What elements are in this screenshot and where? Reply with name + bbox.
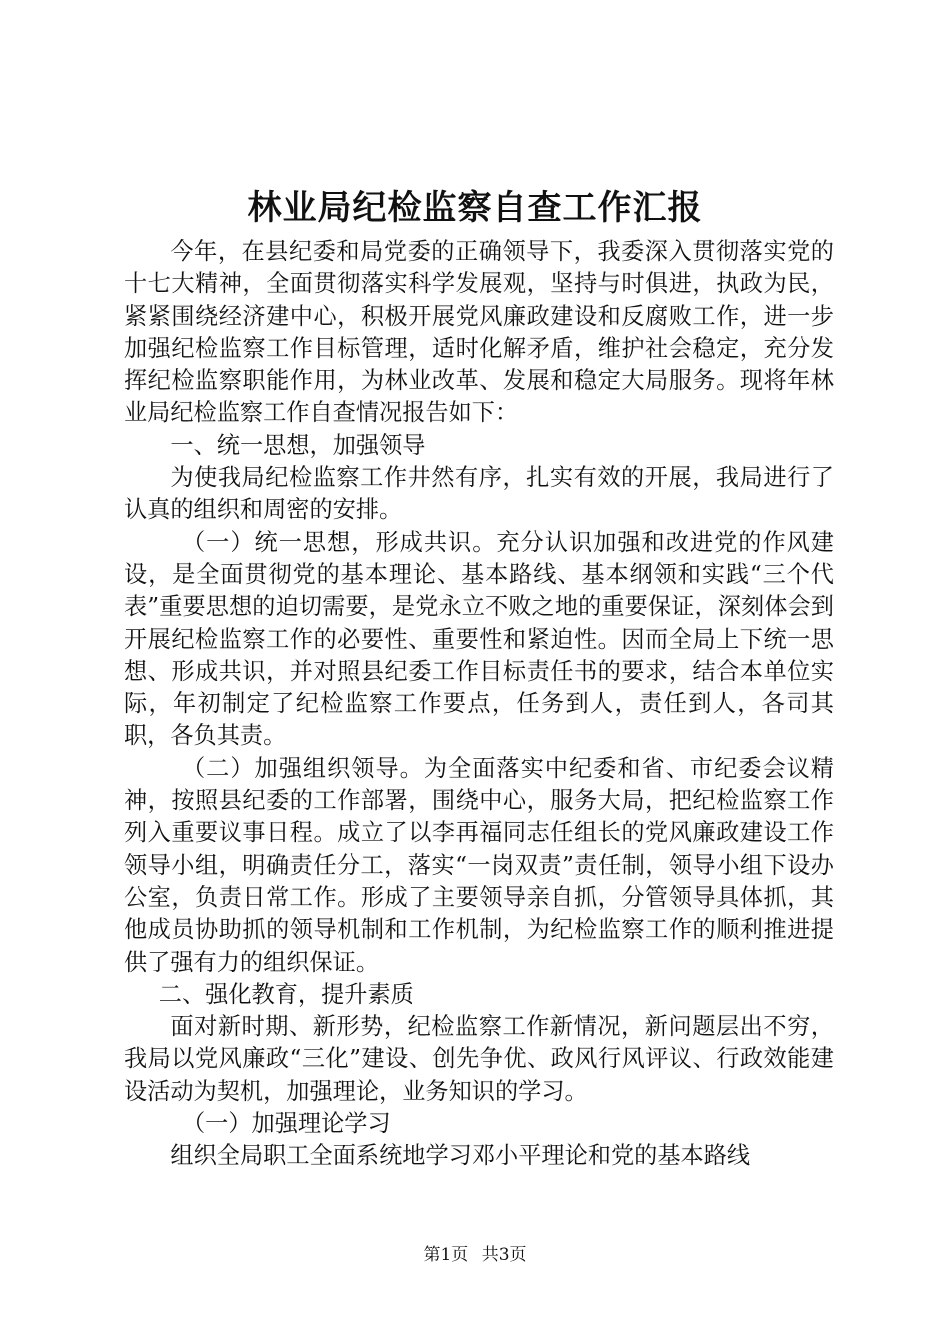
section-heading-1: 一、统一思想，加强领导 xyxy=(170,431,426,459)
subsection-heading-2-1: （一）加强理论学习 xyxy=(182,1110,391,1138)
page-number: 第1页 xyxy=(423,1245,469,1265)
page-total: 共3页 xyxy=(481,1245,527,1265)
paragraph-section2-intro: 面对新时期、新形势，纪检监察工作新情况，新问题层出不穷，我局以党风廉政“三化”建设、创先争优、政风行风评议、行政效能建设活动为契机，加强理论，业务知识的学习。 xyxy=(124,1013,834,1105)
document-body xyxy=(124,236,834,1173)
paragraph-section2-item1: 组织全局职工全面系统地学习邓小平理论和党的基本路线 xyxy=(170,1142,751,1170)
paragraph-section1-intro: 为使我局纪检监察工作井然有序，扎实有效的开展，我局进行了认真的组织和周密的安排。 xyxy=(124,464,834,524)
page-footer xyxy=(0,1244,950,1266)
paragraph-section1-item1: （一）统一思想，形成共识。充分认识加强和改进党的作风建设，是全面贯彻党的基本理论、基本路线、基本纲领和实践“三个代表”重要思想的迫切需要，是党永立不败之地的重要保证，深刻体会到开展纪检监察工作的必要性、重要性和紧迫性。因而全局上下统一思想、形成共识，并对照县纪委工作目标责任书的要求，结合本单位实际，年初制定了纪检监察工作要点，任务到人，责任到人，各司其职，各负其责。 xyxy=(124,528,834,750)
paragraph-intro: 今年，在县纪委和局党委的正确领导下，我委深入贯彻落实党的十七大精神，全面贯彻落实科学发展观，坚持与时俱进，执政为民，紧紧围绕经济建中心，积极开展党风廉政建设和反腐败工作，进一步加强纪检监察工作目标管理，适时化解矛盾，维护社会稳定，充分发挥纪检监察职能作用，为林业改革、发展和稳定大局服务。现将年林业局纪检监察工作自查情况报告如下： xyxy=(124,238,834,427)
section-heading-2: 二、强化教育，提升素质 xyxy=(158,980,414,1008)
document-title: 林业局纪检监察自查工作汇报 xyxy=(247,188,703,228)
paragraph-section1-item2: （二）加强组织领导。为全面落实中纪委和省、市纪委会议精神，按照县纪委的工作部署，围绕中心，服务大局，把纪检监察工作列入重要议事日程。成立了以李再福同志任组长的党风廉政建设工作领导小组，明确责任分工，落实“一岗双责”责任制，领导小组下设办公室，负责日常工作。形成了主要领导亲自抓，分管领导具体抓，其他成员协助抓的领导机制和工作机制，为纪检监察工作的顺利推进提供了强有力的组织保证。 xyxy=(124,754,834,976)
